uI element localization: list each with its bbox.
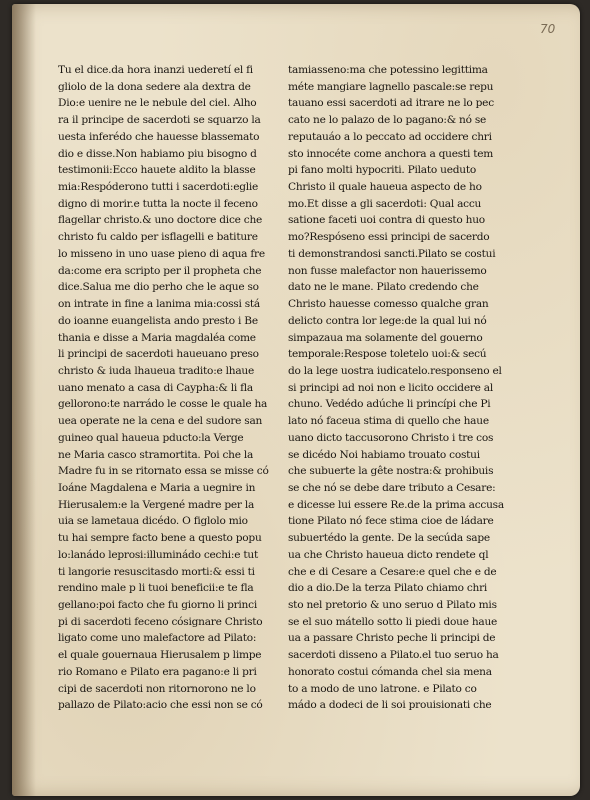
right-column-line: méte mangiare lagnello pascale:se repu — [288, 80, 494, 93]
left-column-line: digno di morir.e tutta la nocte il feceno — [58, 197, 258, 210]
left-column-line: ligato come uno malefactore ad Pilato: — [58, 632, 257, 645]
right-column-line: sto innocéte come anchora a questi tem — [288, 147, 494, 160]
left-column-line: christo & iuda lhaueua tradito:e lhaue — [58, 364, 255, 377]
right-column-line: non fusse malefactor non hauerissemo — [288, 264, 487, 277]
left-column-line: pallazo de Pilato:acio che essi non se có — [58, 699, 263, 712]
right-column-line: honorato costui cómanda chel sia mena — [288, 665, 492, 678]
right-column-line: delicto contra lor lege:de la qual lui nó — [288, 314, 487, 327]
left-column-line: dice.Salua me dio perho che le aque so — [58, 281, 259, 294]
left-column-line: cipi de sacerdoti non ritornorono ne lo — [58, 682, 256, 695]
right-column-line: do la lege uostra iudicatelo.responseno el — [288, 364, 502, 377]
left-column-line: gellano:poi facto che fu giorno li princi — [58, 599, 257, 611]
left-column-line: ti langorie resuscitasdo morti:& essi ti — [58, 565, 255, 578]
left-column-line: ra il principe de sacerdoti se squarzo la — [58, 114, 261, 127]
left-column-line: flagellar christo.& uno doctore dice che — [58, 214, 263, 227]
right-column-line: se dicédo Noi habiamo trouato costui — [288, 448, 480, 461]
right-column-line: chuno. Vedédo adúche li princípi che Pi — [288, 398, 491, 411]
right-text-column — [288, 62, 508, 714]
right-column-line: se che nó se debe dare tributo a Cesare: — [288, 481, 496, 494]
folio-number: 70 — [540, 22, 556, 36]
left-column-line: pi di sacerdoti feceno cósignare Christo — [58, 615, 263, 628]
right-column-line: lato nó faceua stima di quello che haue — [288, 415, 489, 428]
left-column-line: rio Romano e Pilato era pagano:e li pri — [58, 665, 257, 678]
left-column-line: Ioáne Magdalena e Maria a uegnire in — [58, 481, 256, 494]
right-column-line: tauano essi sacerdoti ad itrare ne lo pec — [288, 97, 494, 110]
right-column-line: mádo a dodeci de li soi prouisionati che — [288, 699, 492, 712]
left-column-line: el quale gouernaua Hierusalem p limpe — [58, 649, 262, 662]
left-column-line: uano menato a casa di Caypha:& li fla — [58, 381, 253, 394]
left-column-line: thania e disse a Maria magdaléa come — [58, 331, 256, 344]
left-column-line: gellorono:te narrádo le cosse le quale ha — [58, 398, 268, 411]
right-column-line: to a modo de uno latrone. e Pilato co — [288, 682, 477, 695]
left-column-line: uia se lametaua dicédo. O figlolo mio — [58, 515, 248, 528]
right-column-line: tione Pilato nó fece stima cioe de ládare — [288, 515, 494, 528]
left-column-line: uesta inferédo che hauesse blassemato — [58, 130, 260, 143]
right-column-line: tamiasseno:ma che potessino legittima — [288, 64, 488, 76]
page-gutter-shadow — [12, 4, 36, 796]
right-column-line: dio a dio.De la terza Pilato chiamo chri — [288, 582, 488, 595]
right-column-line: mo?Respóseno essi principi de sacerdo — [288, 231, 490, 244]
left-column-line: testimonii:Ecco hauete aldito la blasse — [58, 164, 256, 177]
left-column-line: Madre fu in se ritornato essa se misse có — [58, 465, 269, 478]
left-column-line: Dio:e uenire ne le nebule del ciel. Alho — [58, 97, 257, 110]
left-column-line: mia:Respóderono tutti i sacerdoti:eglie — [58, 181, 259, 194]
right-column-line: cato ne lo palazo de lo pagano:& nó se — [288, 114, 487, 127]
right-column-line: reputauáo a lo peccato ad occidere chri — [288, 130, 492, 143]
right-column-line: Christo il quale haueua aspecto de ho — [288, 181, 482, 194]
left-column-line: gliolo de la dona sedere ala dextra de — [58, 80, 251, 93]
left-column-line: Hierusalem:e la Vergené madre per la — [58, 498, 255, 511]
left-column-line: lo misseno in uno uase pieno di aqua fre — [58, 247, 265, 260]
right-column-line: e dicesse lui essere Re.de la prima accusa — [288, 498, 504, 511]
left-column-line: da:come era scripto per il propheta che — [58, 264, 262, 277]
right-column-line: sacerdoti disseno a Pilato.el tuo seruo ha — [288, 649, 499, 662]
left-column-line: uea operate ne la cena e del sudore san — [58, 415, 263, 428]
left-column-line: do ioanne euangelista ando presto i Be — [58, 314, 258, 327]
right-column-line: Christo hauesse comesso qualche gran — [288, 298, 489, 311]
right-column-line: uano dicto taccusorono Christo i tre cos — [288, 431, 494, 444]
left-column-line: lo:lanádo leprosi:illuminádo cechi:e tut — [58, 548, 258, 561]
right-column-line: simpazaua ma solamente del gouerno — [288, 331, 483, 344]
right-column-line: subuertédo la gente. De la secúda sape — [288, 532, 490, 545]
left-column-line: rendino male p li tuoi beneficii:e te fla — [58, 582, 254, 595]
left-column-line: li principi de sacerdoti haueuano preso — [58, 348, 259, 361]
left-column-line: guineo qual haueua pducto:la Verge — [58, 431, 244, 444]
left-text-column — [58, 62, 272, 714]
right-column-line: mo.Et disse a gli sacerdoti: Qual accu — [288, 197, 482, 210]
right-column-line: temporale:Respose toletelo uoi:& secú — [288, 348, 487, 361]
left-column-line: ne Maria casco stramortita. Poi che la — [58, 448, 254, 461]
right-column-line: sto nel pretorio & uno seruo d Pilato mis — [288, 599, 497, 611]
right-column-line: si principi ad noi non e licito occidere al — [288, 381, 493, 394]
left-column-line: Tu el dice.da hora inanzi uederetí el fi — [58, 64, 253, 76]
left-column-line: dio e disse.Non habiamo piu bisogno d — [58, 147, 257, 160]
right-column-line: ua a passare Christo peche li principi de — [288, 632, 496, 645]
right-column-line: che e di Cesare a Cesare:e quel che e de — [288, 565, 497, 578]
left-column-line: christo fu caldo per isflagelli e batiture — [58, 231, 258, 244]
right-column-line: che subuerte la gête nostra:& prohibuis — [288, 465, 494, 478]
right-column-line: ti demonstrandosi sancti.Pilato se costui — [288, 247, 496, 260]
right-column-line: se el suo mátello sotto li piedi doue haue — [288, 615, 498, 628]
right-column-line: dato ne le mane. Pilato credendo che — [288, 281, 479, 294]
left-column-line: tu hai sempre facto bene a questo popu — [58, 532, 262, 545]
right-column-line: satione faceti uoi contra di questo huo — [288, 214, 485, 227]
left-column-line: on intrate in fine a lanima mia:cossi stá — [58, 298, 261, 311]
book-page — [12, 4, 580, 796]
right-column-line: pi fano molti hypocriti. Pilato ueduto — [288, 164, 476, 177]
right-column-line: ua che Christo haueua dicto rendete ql — [288, 548, 489, 561]
